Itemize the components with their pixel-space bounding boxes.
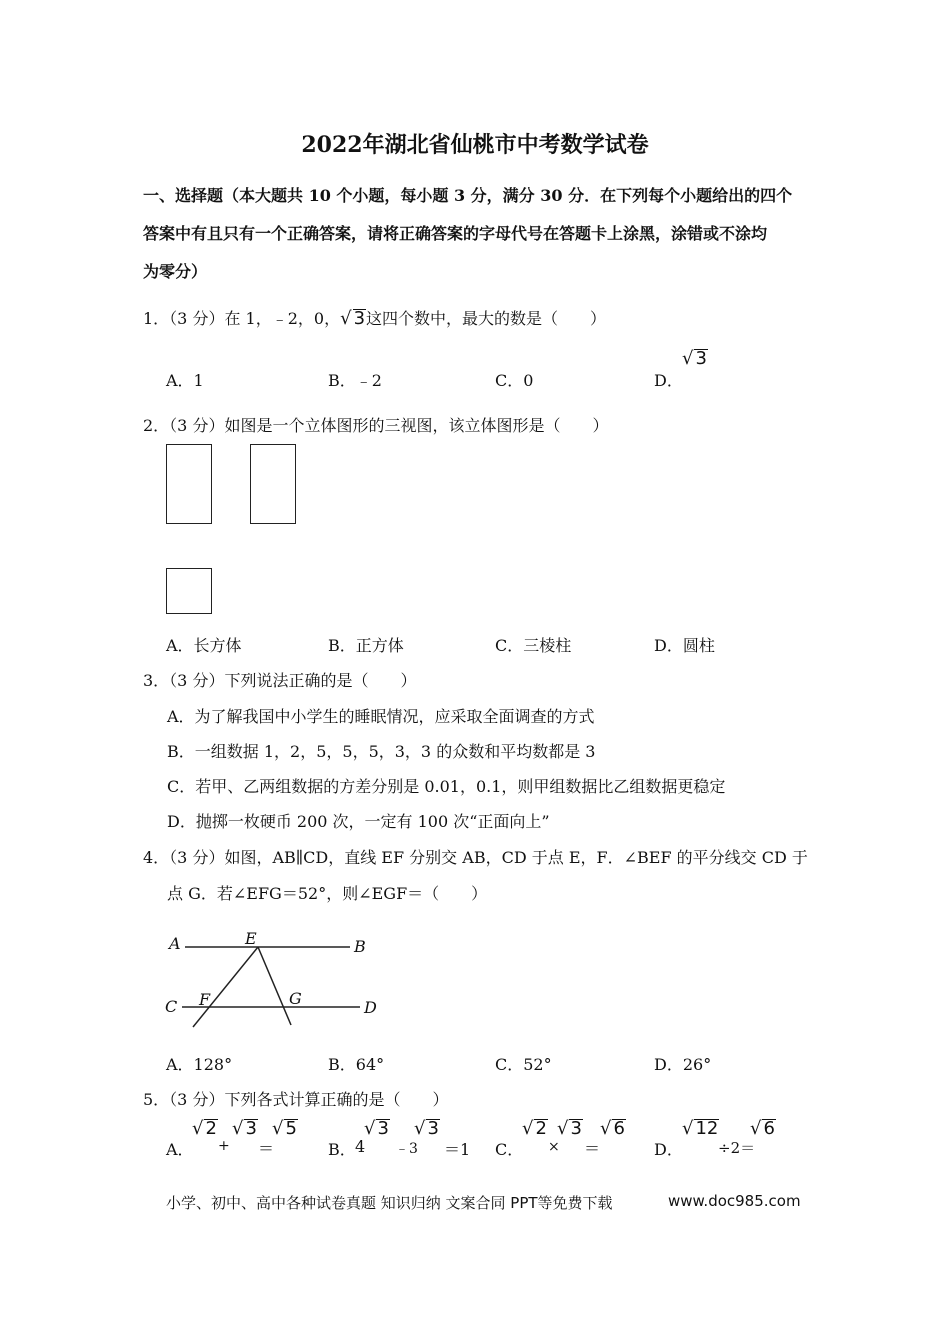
label-c: C xyxy=(165,997,178,1016)
q2-option-d: D．圆柱 xyxy=(654,636,715,655)
question-5-stem: 5．（3 分）下列各式计算正确的是（ ） xyxy=(143,1090,449,1109)
q1-option-c: C．0 xyxy=(495,371,534,390)
q5-c-op: × xyxy=(548,1139,560,1155)
label-b: B xyxy=(354,937,366,956)
q5-a-r2: 3 xyxy=(245,1118,257,1139)
q5-a-sqrt-2: √ 3 xyxy=(232,1118,257,1139)
q5-d-r1: 12 xyxy=(695,1118,719,1139)
q1-stem-pre: 1．（3 分）在 1，﹣2，0， xyxy=(143,309,341,328)
section-header-line1: 一、选择题（本大题共 10 个小题，每小题 3 分，满分 30 分．在下列每个小题给出的四个 xyxy=(143,186,793,205)
front-view-rectangle xyxy=(166,444,212,524)
q4-option-b: B．64° xyxy=(328,1055,385,1074)
q1-sqrt-arg: 3 xyxy=(353,308,366,329)
q5-d-sqrt-1: √ 12 xyxy=(682,1118,719,1139)
q5-option-a-label: A． xyxy=(166,1140,194,1159)
q5-c-r1: 2 xyxy=(535,1118,547,1139)
q5-c-sqrt-2: √ 3 xyxy=(557,1118,582,1139)
q1-option-d-sqrt xyxy=(682,348,708,369)
q5-option-c-label: C． xyxy=(495,1140,524,1159)
q2-option-a: A．长方体 xyxy=(166,636,242,655)
sqrt-symbol: √ xyxy=(682,348,694,369)
section-header-line2: 答案中有且只有一个正确答案，请将正确答案的字母代号在答题卡上涂黑，涂错或不涂均 xyxy=(143,224,768,243)
q5-b-r1: 3 xyxy=(377,1118,389,1139)
q5-d-sqrt-3: √ 6 xyxy=(750,1118,775,1139)
q3-option-c: C．若甲、乙两组数据的方差分别是 0.01，0.1，则甲组数据比乙组数据更稳定 xyxy=(167,777,726,796)
q2-option-b: B．正方体 xyxy=(328,636,404,655)
q4-option-a: A．128° xyxy=(166,1055,233,1074)
footer-text: 小学、初中、高中各种试卷真题 知识归纳 文案合同 PPT等免费下载 xyxy=(166,1194,613,1212)
top-view-square xyxy=(166,568,212,614)
sqrt-symbol: √ xyxy=(340,308,352,329)
q3-option-b: B．一组数据 1，2，5，5，5，3，3 的众数和平均数都是 3 xyxy=(167,742,596,761)
q5-a-op: + xyxy=(218,1138,230,1154)
q5-a-r3: 5 xyxy=(285,1118,297,1139)
label-g: G xyxy=(289,989,302,1008)
question-4-stem-line1: 4．（3 分）如图，AB∥CD，直线 EF 分别交 AB，CD 于点 E，F．∠BEF 的平分线交 CD 于 xyxy=(143,848,808,867)
question-4-stem-line2: 点 G．若∠EFG＝52°，则∠EGF＝（ ） xyxy=(167,884,488,903)
q5-c-eq: ＝ xyxy=(584,1139,601,1158)
q1-option-b: B．﹣2 xyxy=(328,371,382,390)
footer-url[interactable]: www.doc985.com xyxy=(668,1192,801,1210)
label-f: F xyxy=(199,990,211,1009)
q5-c-sqrt-3: √ 6 xyxy=(600,1118,625,1139)
q5-c-r3: 6 xyxy=(613,1118,625,1139)
label-e: E xyxy=(245,929,257,948)
q5-a-sqrt-1: √ 2 xyxy=(192,1118,217,1139)
label-a: A xyxy=(169,934,181,953)
q3-option-a: A．为了解我国中小学生的睡眠情况，应采取全面调查的方式 xyxy=(167,707,595,726)
label-d: D xyxy=(364,998,377,1017)
q5-d-op: ÷2＝ xyxy=(718,1139,756,1157)
q1-option-d: D． xyxy=(654,371,683,390)
q5-b-sqrt-2: √ 3 xyxy=(414,1118,439,1139)
q5-c-sqrt-1: √ 2 xyxy=(522,1118,547,1139)
q1-option-a: A．1 xyxy=(166,371,204,390)
q4-option-d: D．26° xyxy=(654,1055,712,1074)
side-view-rectangle xyxy=(250,444,296,524)
q5-option-d-label: D． xyxy=(654,1140,683,1159)
q5-a-r1: 2 xyxy=(205,1118,217,1139)
q5-a-eq: ＝ xyxy=(258,1139,275,1158)
q3-option-d: D．抛掷一枚硬币 200 次，一定有 100 次“正面向上” xyxy=(167,812,550,831)
q1-d-sqrt-arg: 3 xyxy=(695,348,707,369)
line-ef xyxy=(193,947,258,1027)
question-3-stem: 3．（3 分）下列说法正确的是（ ） xyxy=(143,671,417,690)
q5-a-sqrt-3: √ 5 xyxy=(272,1118,297,1139)
q5-b-sqrt-1: √ 3 xyxy=(364,1118,389,1139)
q5-b-eq: ＝1 xyxy=(444,1140,471,1159)
q4-option-c: C．52° xyxy=(495,1055,552,1074)
section-header-line3: 为零分） xyxy=(143,262,208,281)
question-2-stem: 2．（3 分）如图是一个立体图形的三视图，该立体图形是（ ） xyxy=(143,416,609,435)
q1-stem-post: 这四个数中，最大的数是（ ） xyxy=(366,309,607,328)
parallel-lines-figure xyxy=(160,925,390,1035)
q2-option-c: C．三棱柱 xyxy=(495,636,572,655)
q5-option-b-label: B． xyxy=(328,1140,356,1159)
q5-b-r2: 3 xyxy=(427,1118,439,1139)
q5-b-op: ﹣3 xyxy=(395,1141,418,1157)
q5-c-r2: 3 xyxy=(570,1118,582,1139)
q5-d-r3: 6 xyxy=(763,1118,775,1139)
line-eg xyxy=(258,947,291,1025)
page-title: 2022年湖北省仙桃市中考数学试卷 xyxy=(301,132,649,158)
question-1-stem xyxy=(143,306,606,329)
q5-b-coef: 4 xyxy=(355,1137,366,1156)
